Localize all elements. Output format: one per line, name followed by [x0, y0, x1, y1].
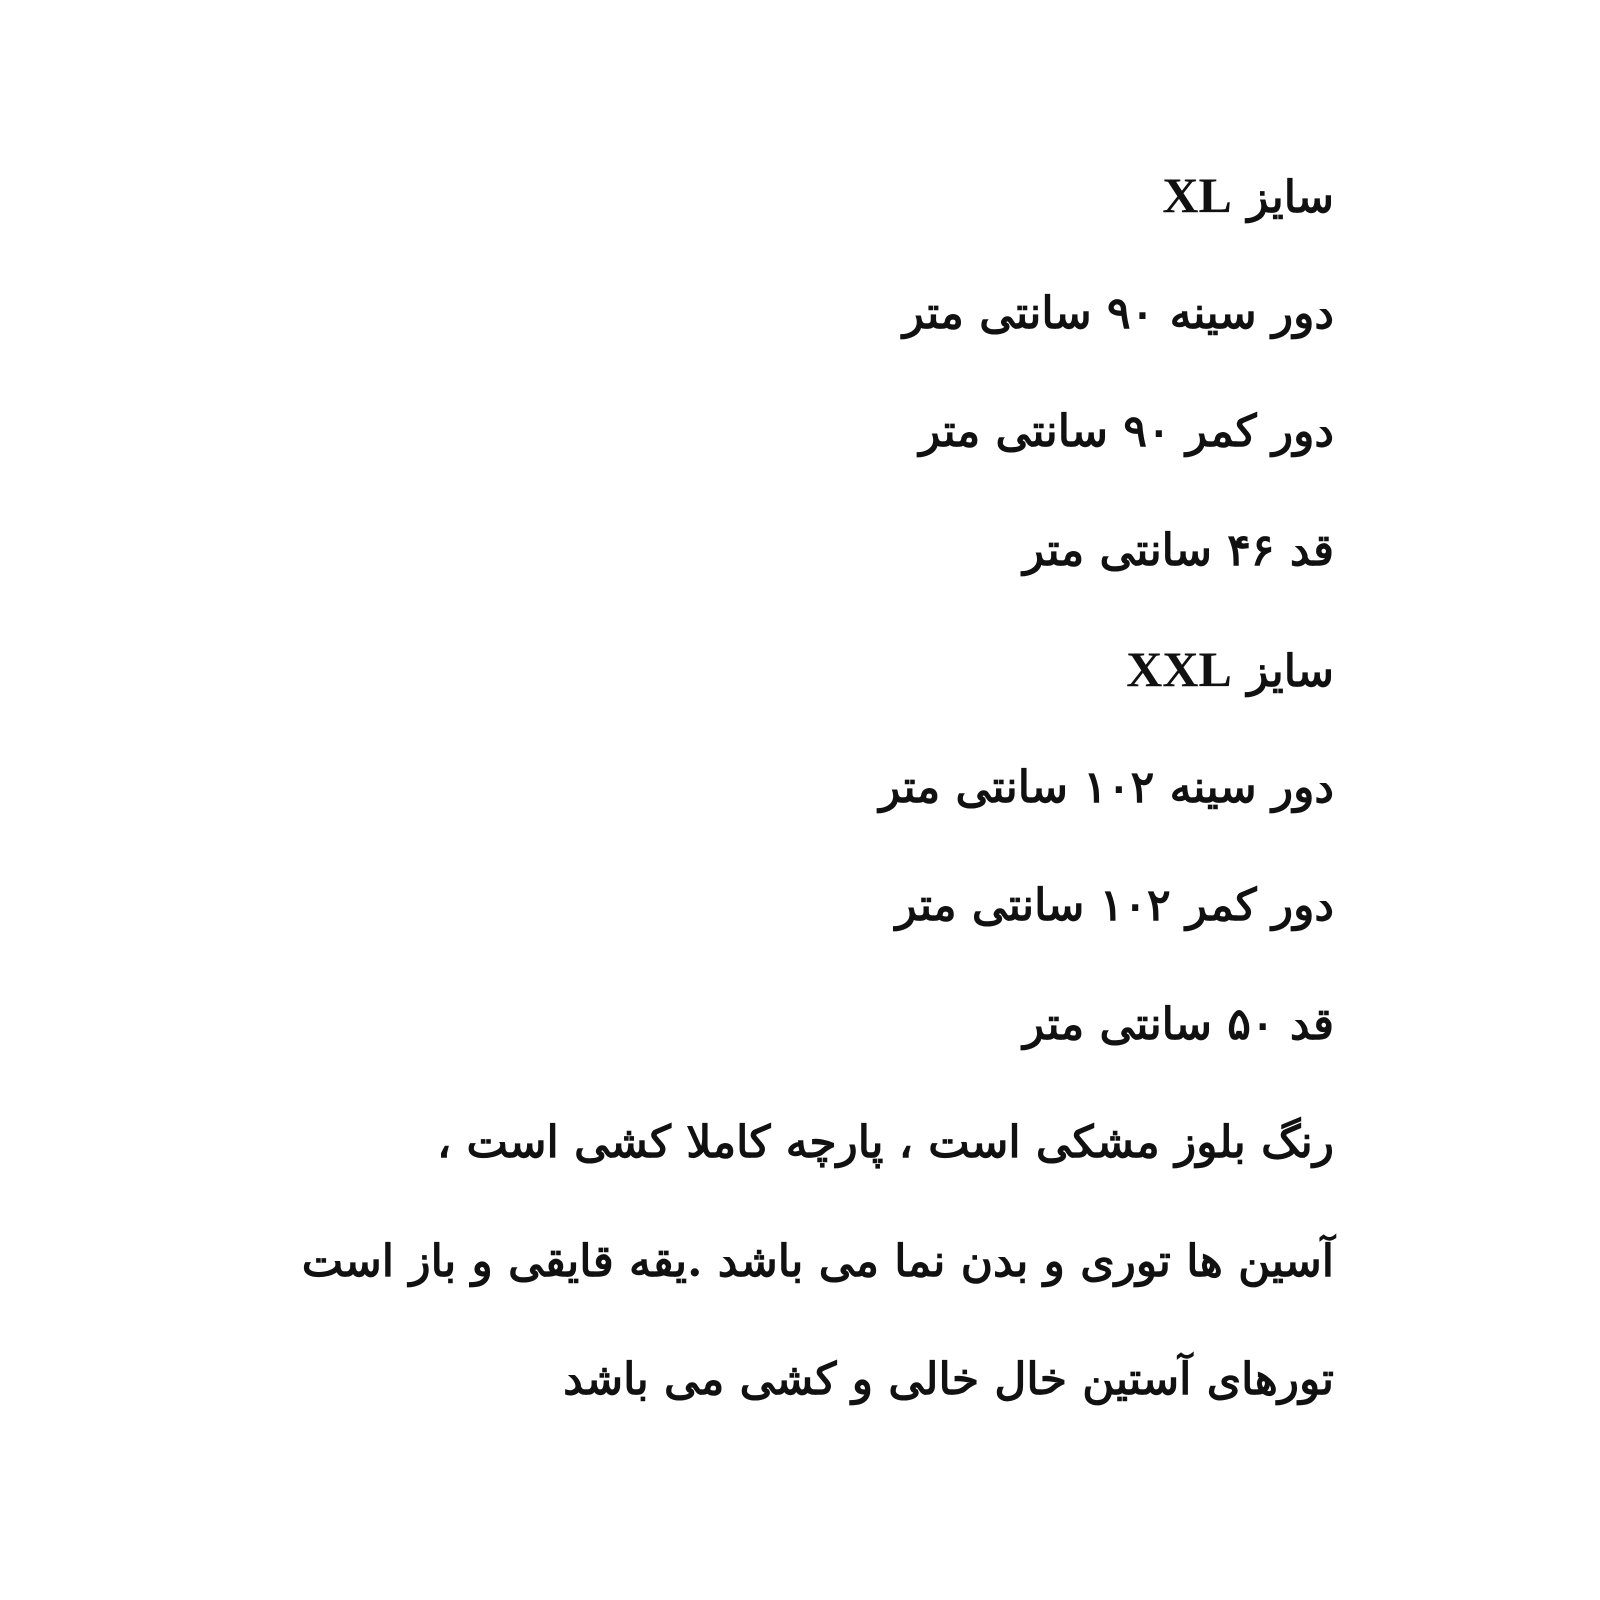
size-xl-heading: [154, 155, 1334, 274]
size-xxl-heading-code: XXL: [1126, 641, 1232, 697]
size-xl-bust: دور سینه ۹۰ سانتی متر: [902, 287, 1334, 339]
size-xl-waist: دور کمر ۹۰ سانتی متر: [919, 406, 1334, 457]
size-xl-heading-word: سایز: [1247, 172, 1334, 223]
size-xxl-heading-word: سایز: [1247, 646, 1334, 697]
description-line-2: آسین ها توری و بدن نما می باشد .یقه قایقی و باز است: [301, 1235, 1334, 1287]
size-xl-heading-code: XL: [1162, 167, 1232, 223]
product-description: [154, 155, 1334, 1459]
size-xxl-heading: [154, 629, 1334, 748]
description-line-1: رنگ بلوز مشکی است ، پارچه کاملا کشی است ،: [436, 1117, 1334, 1168]
description-line-3: تورهای آستین خال خالی و کشی می باشد: [563, 1354, 1334, 1405]
size-xl-length: قد ۴۶ سانتی متر: [1023, 524, 1334, 576]
size-xxl-length: قد ۵۰ سانتی متر: [1023, 998, 1334, 1050]
size-xxl-bust: دور سینه ۱۰۲ سانتی متر: [879, 761, 1334, 813]
size-xxl-waist: دور کمر ۱۰۲ سانتی متر: [895, 880, 1334, 931]
